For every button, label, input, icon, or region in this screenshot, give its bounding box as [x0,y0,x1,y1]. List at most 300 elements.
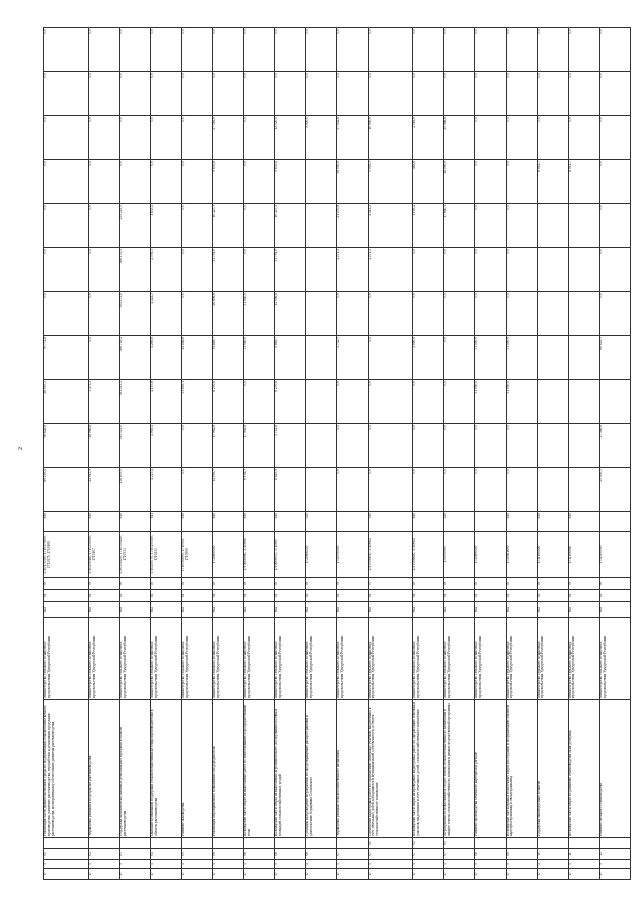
cell-v3 [568,380,599,424]
cell-v6: 11 791,0 [213,248,244,292]
cell-v5: 0,0 [444,292,475,336]
cell-vr: 810 [413,512,444,532]
cell-vr: 810 [537,512,568,532]
cell-org: Министерство сельского хозяйства и продовольствия Удмуртской Республики [475,618,506,700]
cell-c3: 03 [119,849,150,860]
cell-v1: 0,0 [337,468,368,512]
cell-v4: 31 000,0 [475,336,506,380]
cell-v1: 0,0 [182,468,213,512]
cell-v7: 10 427,5 [213,204,244,248]
cell-name: Проведение кадастровых работ по оформлению земельных участков, выделенных в счет земельных долей, находящихся в муниципальной собственности, и земель сельскохозяйственного назначения [368,700,413,838]
cell-v1: 0,0 [413,468,444,512]
cell-c1: 17 [88,869,119,880]
table-row [537,28,568,880]
cell-v4: 44 846,6 [182,336,213,380]
cell-c1: 17 [475,869,506,880]
cell-v4: 39 889,7 [213,336,244,380]
cell-c3: 06 [244,849,275,860]
table-row [475,28,506,880]
cell-vr: 810 [182,512,213,532]
cell-v7: 0,0 [475,204,506,248]
cell-c2: 1 [475,860,506,869]
cell-v11: 0,0 [444,28,475,72]
cell-name: Развитие льноводства [182,700,213,838]
table-row [213,28,244,880]
cell-v11: 0,0 [275,28,306,72]
cell-v10: 0,0 [337,72,368,116]
cell-rz: 04 [568,590,599,602]
cell-v10: 0,0 [119,72,150,116]
cell-v9: 0,0 [475,116,506,160]
cell-org: Министерство сельского хозяйства и продовольствия Удмуртской Республики [444,618,475,700]
cell-c4 [568,838,599,849]
cell-grbs: 882 [182,602,213,618]
cell-c1: 17 [275,869,306,880]
cell-c1: 17 [182,869,213,880]
cell-v5: 0,0 [368,292,413,336]
cell-v7: 4 414,3 [368,204,413,248]
cell-grbs: 882 [568,602,599,618]
cell-v7: 17 660,1 [444,204,475,248]
cell-name: Субсидии на проведение мероприятий по предотвращению распространения и уничтожению борщевика Сосновского [306,700,337,838]
cell-v6: 4 576,3 [150,248,181,292]
table-row [306,28,337,880]
cell-v4: 0,0 [88,336,119,380]
cell-v6: 11 791,0 [275,248,306,292]
cell-v5 [568,292,599,336]
cell-org: Министерство сельского хозяйства и продовольствия Удмуртской Республики [88,618,119,700]
cell-v9: 0,0 [568,116,599,160]
cell-rz: 04 [44,590,89,602]
cell-v6: 0,0 [413,248,444,292]
cell-v2: 0,0 [182,424,213,468]
table-row [568,28,599,880]
cell-pr: 05 [44,578,89,590]
cell-v7 [537,204,568,248]
budget-table [43,27,631,880]
cell-v2: 56 628,8 [44,424,89,468]
cell-pr: 05 [306,578,337,590]
cell-grbs: 882 [244,602,275,618]
cell-v3: 31 000,0 [475,380,506,424]
table-row [88,28,119,880]
cell-v1: 4 227,4 [150,468,181,512]
cell-v1 [306,468,337,512]
cell-c1: 17 [368,869,413,880]
page-number: 2 [18,447,24,450]
cell-v11: 0,0 [506,28,537,72]
cell-name: Развитие овощного семеноводства [599,700,630,838]
cell-name: Возмещение части затрат на выполнение работ по известкованию и фосфоритованию почв [244,700,275,838]
cell-v11: 0,0 [413,28,444,72]
cell-csr: 1710706630, 1710664 [368,532,413,578]
cell-name: Возмещение части прямых понесенных затрат на создание и модернизацию объектов картофелехранилищ и овощехранилищ [506,700,537,838]
cell-v1: 0,0 [506,468,537,512]
cell-grbs: 882 [413,602,444,618]
cell-c2: 1 [244,860,275,869]
cell-c4 [88,838,119,849]
cell-c3: 10 [537,849,568,860]
cell-org: Министерство сельского хозяйства и продовольствия Удмуртской Республики [337,618,368,700]
cell-v3: 31 000,0 [506,380,537,424]
cell-csr: 1710350430, 1710350440, 1710333 [119,532,150,578]
cell-c2: 1 [150,860,181,869]
cell-csr: 1711106060 [568,532,599,578]
cell-c4 [506,838,537,849]
table-row [599,28,630,880]
cell-v10: 0,0 [475,72,506,116]
cell-v1: 8 625,9 [275,468,306,512]
cell-v8: 0,0 [182,160,213,204]
cell-grbs: 882 [537,602,568,618]
cell-v4: 70 774,8 [44,336,89,380]
cell-csr: 1710700000 [337,532,368,578]
cell-pr: 05 [182,578,213,590]
cell-v11: 0,0 [119,28,150,72]
cell-name: Мероприятия по вовлечению в оборот земель сельскохозяйственного назначения и защите земель сельскохозяйственного назначения в рамках ведомственной программы [444,700,475,838]
cell-pr: 05 [244,578,275,590]
rotated-table-wrapper [43,30,631,880]
cell-v5 [306,292,337,336]
cell-pr: 05 [568,578,599,590]
cell-v9: 0,0 [244,116,275,160]
cell-v3: 0,0 [244,380,275,424]
cell-rz: 04 [537,590,568,602]
cell-rz: 04 [275,590,306,602]
cell-v9: 0,0 [599,116,630,160]
cell-v10: 0,0 [368,72,413,116]
cell-c3: 08 [475,849,506,860]
cell-c2: 1 [182,860,213,869]
cell-c2: 1 [119,860,150,869]
cell-name: Развитие производства семенного картофеля в регионе [475,700,506,838]
cell-c1: 17 [506,869,537,880]
cell-vr: 810 [568,512,599,532]
cell-org: Министерство сельского хозяйства и продовольствия Удмуртской Республики [119,618,150,700]
cell-v11: 0,0 [150,28,181,72]
cell-v11: 0,0 [244,28,275,72]
cell-v10: 0,0 [444,72,475,116]
cell-v7: 0,0 [88,204,119,248]
cell-c3: 06 [306,849,337,860]
cell-rz: 04 [337,590,368,602]
cell-c2: 1 [275,860,306,869]
cell-c4 [244,838,275,849]
table-row [413,28,444,880]
cell-pr: 05 [119,578,150,590]
cell-v4: 31 000,0 [506,336,537,380]
cell-v9: 5 000,0 [306,116,337,160]
cell-grbs: 882 [213,602,244,618]
cell-v5: 0,0 [182,292,213,336]
cell-v6: 0,0 [599,248,630,292]
cell-rz: 04 [119,590,150,602]
cell-v2: 4 065,4 [150,424,181,468]
cell-csr: 171070000 [444,532,475,578]
cell-v8: 418,6 [413,160,444,204]
cell-v3: 8 270,6 [213,380,244,424]
cell-v9: 25 988,8 [444,116,475,160]
cell-c1: 17 [306,869,337,880]
cell-c4 [213,838,244,849]
cell-v8: 0,0 [244,160,275,204]
cell-csr: 1710981600 [506,532,537,578]
cell-v2: 27 466,8 [599,424,630,468]
cell-v8: 28 000,0 [444,160,475,204]
cell-v9: 0,0 [119,116,150,160]
cell-v9: 0,0 [150,116,181,160]
cell-c2: 1 [444,860,475,869]
cell-name: Реализация части правительственной среды по модернизации сельскохозяйственного производства, развитию растениеводства, переработки и реализации продукции растениеводства, мелиоративному обеспечению развития растениеводства [44,700,89,838]
cell-v5: 0,0 [599,292,630,336]
cell-grbs: 882 [119,602,150,618]
cell-c2: 1 [213,860,244,869]
table-row [444,28,475,880]
cell-rz: 04 [475,590,506,602]
cell-v10: 0,0 [506,72,537,116]
cell-org: Министерство сельского хозяйства и продовольствия Удмуртской Республики [150,618,181,700]
cell-c1: 17 [244,869,275,880]
cell-vr: 810 [119,512,150,532]
cell-c1: 17 [413,869,444,880]
cell-v4: 4 269,6 [150,336,181,380]
cell-v7: 235 243,5 [119,204,150,248]
cell-c4 [337,838,368,849]
cell-v10: 0,0 [306,72,337,116]
cell-org: Министерство сельского хозяйства и продовольствия Удмуртской Республики [568,618,599,700]
cell-c3: 07 [444,849,475,860]
cell-v10: 0,0 [244,72,275,116]
cell-v9: 27 316,0 [213,116,244,160]
cell-v1: 45 905,3 [599,468,630,512]
cell-v10: 0,0 [599,72,630,116]
cell-org: Министерство сельского хозяйства и продовольствия Удмуртской Республики [213,618,244,700]
cell-v6 [568,248,599,292]
cell-v7 [306,204,337,248]
cell-rz: 04 [88,590,119,602]
cell-v3: 0,0 [444,380,475,424]
cell-c4: 02 [413,838,444,849]
cell-v11: 0,0 [337,28,368,72]
cell-grbs: 882 [306,602,337,618]
cell-c4 [306,838,337,849]
cell-v10: 0,0 [275,72,306,116]
cell-v5: 0,0 [413,292,444,336]
cell-v8: 0,0 [599,160,630,204]
cell-v8: 0,0 [475,160,506,204]
cell-v4: 66 645,3 [599,336,630,380]
cell-rz: 04 [182,590,213,602]
cell-vr [599,512,630,532]
cell-v1: 14 955,7 [213,468,244,512]
cell-c3: 05 [182,849,213,860]
cell-v6: 0,0 [182,248,213,292]
cell-v8: 0,0 [88,160,119,204]
cell-c2: 1 [506,860,537,869]
cell-v8: 8 914,7 [568,160,599,204]
cell-name: Поддержка экономически значимых региональных программ в области растениеводства [119,700,150,838]
cell-c4 [182,838,213,849]
cell-v7: 0,0 [244,204,275,248]
cell-v10: 0,0 [568,72,599,116]
cell-rz: 04 [506,590,537,602]
cell-v11: 0,0 [537,28,568,72]
cell-v1: 6 194,7 [244,468,275,512]
cell-v8: 0,0 [150,160,181,204]
cell-v11: 0,0 [88,28,119,72]
table-row [182,28,213,880]
cell-v6: 0,0 [88,248,119,292]
cell-c2: 1 [306,860,337,869]
cell-v3 [537,380,568,424]
cell-v7: 0,0 [44,204,89,248]
cell-org: Министерство сельского хозяйства и продовольствия Удмуртской Республики [244,618,275,700]
cell-v2: 0,0 [506,424,537,468]
cell-c2: 1 [537,860,568,869]
cell-c1: 17 [213,869,244,880]
cell-pr: 05 [213,578,244,590]
cell-v7: 1 833,4 [150,204,181,248]
cell-c2: 1 [368,860,413,869]
cell-c2: 1 [568,860,599,869]
cell-c1: 17 [599,869,630,880]
cell-c3: 06 [213,849,244,860]
cell-grbs: 882 [444,602,475,618]
cell-v5 [537,292,568,336]
cell-rz: 04 [306,590,337,602]
cell-v1 [537,468,568,512]
cell-c3: 07 [413,849,444,860]
cell-vr: 810 [213,512,244,532]
cell-pr: 05 [599,578,630,590]
cell-v6: 0,0 [475,248,506,292]
cell-c2: 1 [337,860,368,869]
cell-c2: 1 [599,860,630,869]
cell-v9: 0,0 [88,116,119,160]
cell-pr: 05 [337,578,368,590]
cell-org: Министерство сельского хозяйства и продовольствия Удмуртской Республики [306,618,337,700]
cell-grbs: 882 [275,602,306,618]
cell-rz: 04 [413,590,444,602]
cell-name: Возмещение части затрат по развитию семеноводства льна-долгунца [568,700,599,838]
cell-v2: 26 966,8 [88,424,119,468]
table-row [44,28,89,880]
cell-c3: 11 [568,849,599,860]
cell-c4 [150,838,181,849]
cell-v4 [537,336,568,380]
cell-v5: 0,0 [506,292,537,336]
cell-c4 [44,838,89,849]
cell-v11: 0,0 [306,28,337,72]
cell-csr: 1710606060, 1710666 [244,532,275,578]
cell-v5: 0,0 [337,292,368,336]
cell-rz: 04 [368,590,413,602]
cell-c4 [275,838,306,849]
cell-rz: 04 [150,590,181,602]
cell-name: Возмещение части затрат на выполнение агрохимического обследования посевных площадей сельскохозяйственных угодий [275,700,306,838]
cell-v8: 0,0 [44,160,89,204]
cell-grbs: 882 [88,602,119,618]
cell-grbs: 882 [337,602,368,618]
cell-csr: 1711200000 [599,532,630,578]
cell-c1: 17 [150,869,181,880]
table-row [244,28,275,880]
cell-c3: 01 [44,849,89,860]
cell-csr: 1710250380, 1710250390, 1710107 [88,532,119,578]
cell-org: Министерство сельского хозяйства и продовольствия Удмуртской Республики [599,618,630,700]
cell-csr: 1710170390, 1710170900, 1713975, 1710100 [44,532,89,578]
cell-v2 [306,424,337,468]
cell-v2: 0,0 [475,424,506,468]
cell-v6 [306,248,337,292]
cell-v2: 17 962,8 [244,424,275,468]
cell-c3: 07 [337,849,368,860]
cell-vr: 810 [275,512,306,532]
cell-grbs: 882 [475,602,506,618]
table-row [150,28,181,880]
cell-v5: 14 956,6 [275,292,306,336]
cell-v2 [568,424,599,468]
cell-vr: 520 [368,512,413,532]
cell-v3: 0,0 [368,380,413,424]
cell-v1: 69 255,4 [44,468,89,512]
cell-csr: 1710450770, 1710450780, 1710433 [150,532,181,578]
cell-v4: 0,0 [444,336,475,380]
cell-v4: 9 869,7 [275,336,306,380]
cell-org: Министерство сельского хозяйства и продовольствия Удмуртской Республики [368,618,413,700]
cell-v3: 3 473,2 [88,380,119,424]
cell-c4 [599,838,630,849]
cell-grbs: 882 [599,602,630,618]
cell-name: Возмещение части затрат на проведение кадастровых работ по оформлению земельных участков, выделенных в счет земельных долей, сельскохозяйственного назначения [413,700,444,838]
cell-vr: 810 [244,512,275,532]
cell-csr: 1711100000 [537,532,568,578]
cell-v5: 304 172,0 [119,292,150,336]
cell-csr: 1710600000 [213,532,244,578]
cell-v5: 0,0 [88,292,119,336]
cell-c2: 1 [88,860,119,869]
cell-v3: 0,0 [337,380,368,424]
cell-v8 [306,160,337,204]
cell-name: Поддержка льноводческих хозяйств [537,700,568,838]
cell-c3: 06 [275,849,306,860]
cell-v2: 0,0 [337,424,368,468]
cell-v7 [568,204,599,248]
cell-v4: 0,0 [368,336,413,380]
cell-v5: 26 806,6 [213,292,244,336]
cell-v3 [306,380,337,424]
cell-rz: 04 [599,590,630,602]
cell-v2: 0,0 [413,424,444,468]
cell-v2: 395 522,0 [119,424,150,468]
cell-v5: 4 422,3 [150,292,181,336]
cell-rz: 04 [213,590,244,602]
cell-v7: 1 195,4 [413,204,444,248]
cell-c4 [537,838,568,849]
cell-v5: 0,0 [475,292,506,336]
cell-v4 [306,336,337,380]
cell-v4: 31 940,0 [244,336,275,380]
table-row [506,28,537,880]
cell-vr: 810 [506,512,537,532]
cell-v1: 0,0 [475,468,506,512]
cell-vr: 810 [44,512,89,532]
cell-v11: 0,0 [182,28,213,72]
cell-v9: 0,0 [506,116,537,160]
cell-v4: 366 749,4 [119,336,150,380]
cell-c1: 17 [568,869,599,880]
cell-c2: 1 [413,860,444,869]
